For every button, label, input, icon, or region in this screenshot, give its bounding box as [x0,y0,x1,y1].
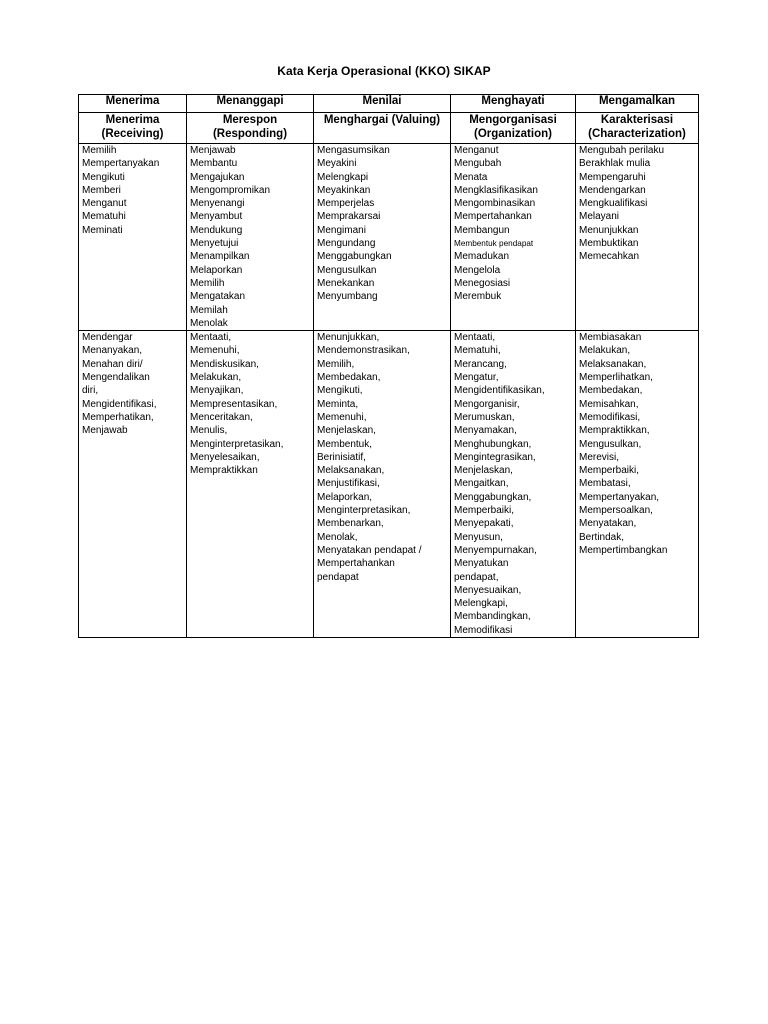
verb-item: Membangun [454,224,510,236]
verb-item: Meminta, [317,398,359,410]
column-header: Menerima [79,95,187,113]
verb-item: Melengkapi [317,171,369,183]
verb-item: Mempraktikkan, [579,425,650,437]
verb-item: Mengorganisir, [454,398,520,410]
verb-item: Membantu [190,158,238,170]
verb-item: Mengaitkan, [454,478,509,490]
verb-item: Menekankan [317,277,375,289]
column-header: Menilai [314,95,451,113]
verb-cell [79,331,187,638]
verb-item: Mempertahankan [317,558,395,570]
verb-item: Mempresentasikan, [190,398,278,410]
verb-item: Menyatakan, [579,518,637,530]
verb-item: Memperbaiki, [454,505,515,517]
verb-item: Bertindak, [579,531,625,543]
verb-item: Mendukung [190,224,243,236]
verb-cell [576,331,699,638]
verb-item: Menampilkan [190,251,250,263]
verb-item: Mendiskusikan, [190,358,259,370]
verb-item: Mempertahankan [454,211,532,223]
verb-cell [314,331,451,638]
verb-item: pendapat, [454,571,499,583]
verb-item: Membenarkan, [317,518,384,530]
verb-item: Membuktikan [579,238,639,250]
verb-item: Mengundang [317,238,376,250]
verb-item: Memodifikasi, [579,411,641,423]
subheader-row [79,113,699,144]
verb-item: Menunjukkan, [317,332,380,344]
verb-item: Menjawab [190,145,236,156]
verb-item: Membatasi, [579,478,631,490]
column-subheader: Mengorganisasi (Organization) [451,113,576,144]
verb-item: Mempertanyakan, [579,491,660,503]
verb-item: Memenuhi, [190,345,240,357]
verb-cell [187,144,314,331]
column-subheader: Merespon (Responding) [187,113,314,144]
verb-item: Menghubungkan, [454,438,532,450]
verb-item: Menyetujui [190,238,239,250]
verb-item: Mengatur, [454,372,499,384]
verb-item: Menata [454,171,488,183]
document-title: Kata Kerja Operasional (KKO) SIKAP [277,64,491,78]
verb-item: Mengajukan [190,171,245,183]
verb-item: Memilah [190,304,228,316]
verb-item: Menjelaskan, [454,465,513,477]
column-subheader: Menghargai (Valuing) [314,113,451,144]
verb-item: Menolak, [317,531,358,543]
column-header: Menanggapi [187,95,314,113]
verb-item: Menyatakan pendapat / [317,544,422,556]
verb-item: Menceritakan, [190,411,253,423]
verb-item: Memilih, [317,358,355,370]
verb-cell [451,331,576,638]
verb-item: Menyenangi [190,198,245,210]
verb-item: Mengubah perilaku [579,145,665,156]
verb-item: Menganut [454,145,499,156]
verb-item: Menyempurnakan, [454,544,537,556]
verb-item: Memperhatikan, [82,411,154,423]
verb-item: Mematuhi [82,211,126,223]
verb-item: Melakukan, [190,372,242,384]
verb-item: Berinisiatif, [317,451,366,463]
verb-item: Mengikuti, [317,385,363,397]
verb-item: Membedakan, [579,385,643,397]
verb-item: Mempertimbangkan [579,544,668,556]
verb-item: Menyumbang [317,291,378,303]
verb-item: Memperjelas [317,198,375,210]
verb-item: Melayani [579,211,620,223]
verb-item: Menunjukkan [579,224,639,236]
verb-item: Memadukan [454,251,510,263]
verb-item: Menyusun, [454,531,503,543]
verb-item: Mendengarkan [579,184,646,196]
verb-item: Memperbaiki, [579,465,640,477]
verb-item: Merembuk [454,291,502,303]
column-header: Menghayati [451,95,576,113]
verb-item: Mengatakan [190,291,246,303]
verb-item: Mempersoalkan, [579,505,653,517]
verb-item: Mempengaruhi [579,171,646,183]
verb-item: Mendengar [82,332,133,344]
verb-item: Membentuk, [317,438,373,450]
verb-item: Menggabungkan [317,251,392,263]
verb-item: Menggabungkan, [454,491,532,503]
verb-item: Melaporkan [190,264,243,276]
verb-item: Membentuk pendapat [454,239,534,249]
column-header: Mengamalkan [576,95,699,113]
verb-item: Menyajikan, [190,385,244,397]
verb-item: Menganut [82,198,127,210]
verb-item: Menyepakati, [454,518,514,530]
verb-item: Menyatukan [454,558,509,570]
verb-item: Memilih [190,277,225,289]
verb-item: Membedakan, [317,372,381,384]
column-subheader: Menerima (Receiving) [79,113,187,144]
verb-item: Mentaati, [454,332,496,344]
kko-table [78,94,699,638]
verb-item: Mengidentifikasi, [82,398,157,410]
verb-item: Meminati [82,224,123,236]
verb-item: Meyakinkan [317,184,371,196]
verb-item: Menyesuaikan, [454,584,522,596]
verb-item: Menginterpretasikan, [190,438,284,450]
verb-item: Menyelesaikan, [190,451,260,463]
verb-item: Mematuhi, [454,345,501,357]
verb-item: Memecahkan [579,251,640,263]
verb-item: Memprakarsai [317,211,381,223]
verb-item: Memberi [82,184,121,196]
verb-item: Mengendalikan [82,372,150,384]
verb-item: Mentaati, [190,332,232,344]
verb-item: Mengusulkan, [579,438,642,450]
verb-item: Melakukan, [579,345,631,357]
verb-item: Mengelola [454,264,501,276]
verb-cell [314,144,451,331]
verb-item: Mempertanyakan [82,158,160,170]
header-row [79,95,699,113]
verb-item: Merumuskan, [454,411,515,423]
verb-item: Mengompromikan [190,184,271,196]
verb-cell [451,144,576,331]
verb-item: Melaksanakan, [579,358,647,370]
verb-item: Mempraktikkan [190,465,258,477]
verb-item: Menegosiasi [454,277,511,289]
verb-cell [187,331,314,638]
verb-item: Memodifikasi [454,624,513,636]
verb-item: Menjustifikasi, [317,478,380,490]
verb-item: Mengasumsikan [317,145,390,156]
verb-item: Membiasakan [579,332,642,344]
verb-item: Menolak [190,317,228,329]
verb-item: Mendemonstrasikan, [317,345,410,357]
verb-cell [79,144,187,331]
verb-item: Menahan diri/ [82,358,143,370]
verb-item: Mengintegrasikan, [454,451,536,463]
verb-item: Menjawab [82,425,128,437]
table-row [79,144,699,331]
verb-item: Meyakini [317,158,357,170]
verb-item: Menulis, [190,425,228,437]
verb-item: Melengkapi, [454,598,508,610]
verb-item: diri, [82,385,99,397]
verb-item: Mengombinasikan [454,198,536,210]
verb-item: Menyamakan, [454,425,517,437]
verb-item: Mengusulkan [317,264,377,276]
verb-item: Menyambut [190,211,243,223]
verb-item: pendapat [317,571,359,583]
table-row [79,331,699,638]
verb-item: Merancang, [454,358,507,370]
verb-item: Berakhlak mulia [579,158,651,170]
verb-item: Memperlihatkan, [579,372,653,384]
column-subheader: Karakterisasi (Characterization) [576,113,699,144]
verb-item: Mengidentifikasikan, [454,385,545,397]
verb-item: Mengkualifikasi [579,198,648,210]
verb-item: Memisahkan, [579,398,639,410]
verb-item: Mengklasifikasikan [454,184,538,196]
verb-item: Merevisi, [579,451,620,463]
verb-item: Melaksanakan, [317,465,385,477]
verb-item: Menginterpretasikan, [317,505,411,517]
verb-item: Mengubah [454,158,502,170]
verb-item: Memenuhi, [317,411,367,423]
verb-item: Mengimani [317,224,366,236]
verb-item: Menjelaskan, [317,425,376,437]
verb-item: Membandingkan, [454,611,531,623]
verb-item: Mengikuti [82,171,125,183]
verb-cell [576,144,699,331]
verb-item: Menanyakan, [82,345,143,357]
verb-item: Memilih [82,145,117,156]
verb-item: Melaporkan, [317,491,373,503]
